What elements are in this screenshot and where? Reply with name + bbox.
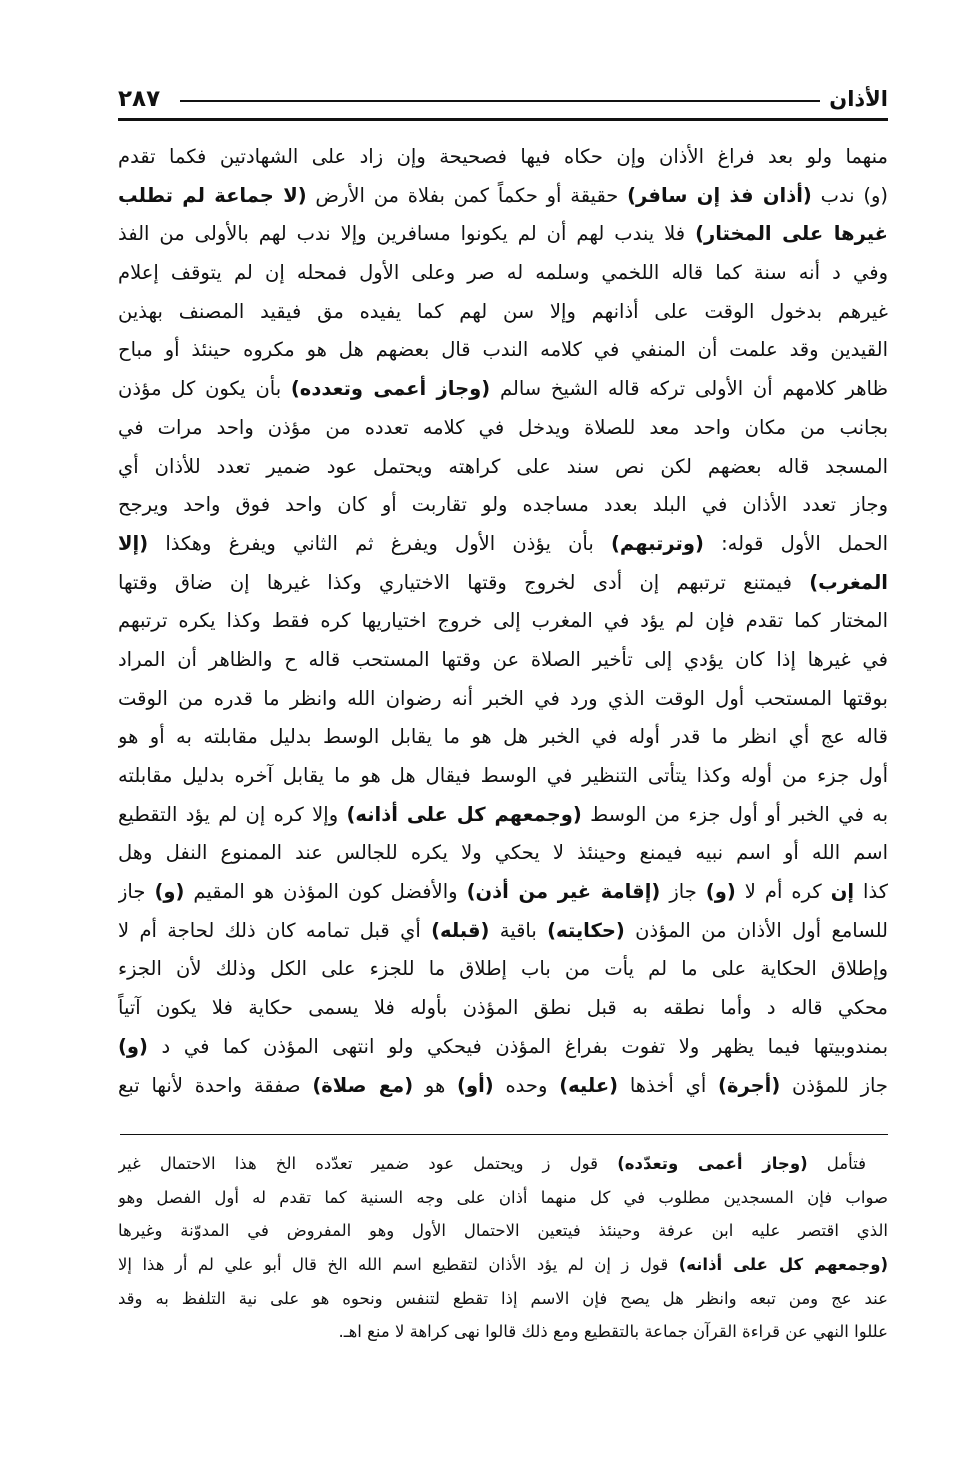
text-segment: وفي د أنه سنة كما قاله اللخمي وسلمه له صر وعلى الأول فمحله إن لم يتوقف إعلام xyxy=(118,261,888,285)
text-segment: للسامع أول الأذان من المؤذن xyxy=(624,918,888,942)
text-segment: بأن يكون كل مؤذن xyxy=(118,377,291,401)
footnote-separator xyxy=(120,1134,888,1135)
main-text-line xyxy=(118,525,888,564)
text-segment: فتأمل xyxy=(807,1154,866,1173)
text-segment: بجانب من مكان واحد معد للصلاة ويدخل في كلامه تعدده من مؤذن واحد مرات في xyxy=(118,415,888,439)
text-segment: باقية xyxy=(489,918,548,942)
main-text-line xyxy=(118,177,888,216)
footnote-line xyxy=(118,1181,888,1215)
text-segment: فيمتنع ترتبهم إن أدى لخروج وقتها الاختياري وكذا غيرها إن ضاق وقتها xyxy=(118,570,810,594)
text-segment: أول جزء من أوله وكذا يتأتى التنظير في الوسط فيقال هل هو ما يقابل آخره بدليل مقابلته xyxy=(118,764,888,787)
bold-text-segment: (أجرة) xyxy=(718,1073,781,1097)
main-text-line xyxy=(118,448,888,487)
bold-text-segment: المغرب) xyxy=(809,570,888,594)
main-text-line xyxy=(118,331,888,370)
bold-text-segment: (وجاز أعمى وتعدده) xyxy=(290,377,491,401)
text-segment: حقيقة أو حكماً كمن بفلاة من الأرض xyxy=(306,183,628,207)
text-segment: عللوا النهي عن قراءة القرآن جماعة بالتقطيع ومع ذلك قالوا نهى كراهة لا منع اهـ. xyxy=(338,1322,888,1342)
text-segment: صفقة واحدة لأنها تبع xyxy=(118,1073,313,1097)
bold-text-segment: (أو) xyxy=(457,1073,494,1097)
text-segment: المختار كما تقدم فإن لم يؤد في المغرب إلى خروج اختياريها كره فقط وكذا يكره ترتبهم xyxy=(118,609,888,633)
bold-text-segment: (إلا xyxy=(118,531,149,555)
main-text-line xyxy=(118,757,888,796)
main-text-line xyxy=(118,138,888,177)
main-text-line xyxy=(118,254,888,293)
bold-text-segment: (مع صلاة) xyxy=(312,1073,414,1097)
text-segment: قاله عج أي انظر ما قدر أوله في الخبر هل هو ما يقابل الوسط بدليل مقابلته به أو هو xyxy=(118,725,888,749)
main-text-line xyxy=(118,912,888,951)
bold-text-segment: (وترتبهم) xyxy=(611,531,704,555)
main-text-line xyxy=(118,873,888,912)
bold-text-segment: (قبله) xyxy=(431,918,490,942)
text-segment: (و) ندب xyxy=(811,183,888,207)
text-segment: الذي اقتصر عليه ابن عرفة وحينئذ فيتعين الاحتمال الأول وهو المفروض في المدوّنة وغيرها xyxy=(118,1221,888,1241)
text-segment: وإلا كره إن لم يؤد التقطيع xyxy=(118,802,347,826)
main-text-line xyxy=(118,564,888,603)
main-text-line xyxy=(118,409,888,448)
main-text-line xyxy=(118,215,888,254)
text-segment: وجاز تعدد الأذان في البلد بعدد مساجده ولو تقاربت أو كان واحد فوق واحد ويرجح xyxy=(118,493,888,517)
running-header-title: الأذان xyxy=(829,87,888,111)
text-segment: والأفضل كون المؤذن هو المقيم xyxy=(184,880,467,904)
main-text-line xyxy=(118,718,888,757)
bold-text-segment: (وجمعهم كل على أذانه) xyxy=(678,1255,888,1275)
bold-text-segment: (لا جماعة لم تطلب xyxy=(118,183,307,207)
bold-text-segment: (إقامة غير من أذن) xyxy=(466,880,661,904)
text-segment: صواب فإن المسجدين مطلوب في كل منهما أذان على وجه السنية كما تقدم له أول الفصل وهو xyxy=(118,1187,888,1207)
text-segment: عند عج ومن تبعه وانظر هل يصح فإن الاسم إذا تقطع لتنفس ونحوه هو على نية التلفظ به وقد xyxy=(118,1288,888,1308)
text-segment: قول ز إن لم يؤد الأذان لتقطيع اسم الله الخ قال أبو علي لم أر هذا إلا xyxy=(118,1255,679,1275)
bold-text-segment: (أذان فذ إن سافر) xyxy=(627,183,812,207)
text-segment: جاز للمؤذن xyxy=(780,1073,888,1097)
text-segment: وحده xyxy=(493,1073,560,1097)
text-segment: بوقتها المستحب أول الوقت الذي ورد في الخبر أنه رضوان الله وانظر ما قدره من الوقت xyxy=(118,686,888,710)
text-segment: القيدين وقد علمت أن المنفي في كلامه الندب قال بعضهم هل هو مكروه حينئذ أو مباح xyxy=(118,338,888,362)
text-segment: قول ز ويحتمل عود ضمير تعدّده الخ هذا الاحتمال غير xyxy=(118,1154,618,1173)
bold-text-segment: إن xyxy=(830,880,855,904)
text-segment: كره أم لا xyxy=(735,880,831,904)
text-segment: كذا xyxy=(854,880,888,904)
text-segment: ظاهر كلامهم أن الأولى تركه قاله الشيخ سالم xyxy=(490,377,888,401)
main-text-line xyxy=(118,796,888,835)
main-text-body xyxy=(118,138,888,1105)
main-text-line xyxy=(118,834,888,873)
book-page xyxy=(118,0,888,1478)
main-text-line xyxy=(118,293,888,332)
text-segment: جاز xyxy=(660,880,706,904)
main-text-line xyxy=(118,950,888,989)
main-text-line xyxy=(118,680,888,719)
bold-text-segment: (وجاز أعمى وتعدّده) xyxy=(617,1154,808,1173)
footnote-line xyxy=(118,1147,888,1181)
header-divider-line xyxy=(180,100,820,102)
text-segment: بمندوبيتها فيما يظهر ولا تفوت بفراغ المؤذن فيحكي ولو انتهى المؤذن كما في د xyxy=(147,1034,888,1058)
main-text-line xyxy=(118,602,888,641)
main-text-line xyxy=(118,641,888,680)
text-segment: هو xyxy=(413,1073,458,1097)
text-segment: في غيرها إذا كان يؤدي إلى تأخير الصلاة عن وقتها المستحب قاله ح والظاهر أن المراد xyxy=(118,647,888,671)
footnote-line xyxy=(118,1214,888,1248)
main-text-line xyxy=(118,1028,888,1067)
text-segment: منهما ولو بعد فراغ الأذان وإن حكاه فيها فصحيحة وإن زاد على الشهادتين فكما تقدم xyxy=(118,145,888,168)
text-segment: وإطلاق الحكاية على ما لم يأت من باب إطلاق ما للجزء على الكل وذلك لأن الجزء xyxy=(118,957,888,981)
text-segment: محكي قاله د وأما نطقه به قبل نطق المؤذن بأوله فلا يسمى حكاية فلا يكون آتياً xyxy=(118,996,888,1020)
text-segment: جاز xyxy=(118,880,155,904)
footnotes-body xyxy=(118,1147,888,1349)
running-header xyxy=(118,84,888,122)
header-rule xyxy=(118,118,888,121)
text-segment: الحمل الأول قوله: xyxy=(703,531,888,555)
bold-text-segment: (وجمعهم كل على أذانه) xyxy=(346,802,582,826)
footnote-line xyxy=(118,1282,888,1316)
footnote-line xyxy=(118,1248,888,1282)
bold-text-segment: (عليه) xyxy=(559,1073,619,1097)
bold-text-segment: (و) xyxy=(118,1034,148,1058)
bold-text-segment: غيرها على المختار) xyxy=(695,222,888,246)
bold-text-segment: (و) xyxy=(705,880,736,904)
bold-text-segment: (و) xyxy=(154,880,185,904)
text-segment: أي أخذها xyxy=(618,1073,719,1097)
text-segment: المسجد قاله بعضهم لكن نص سند على كراهته ويحتمل عود ضمير تعدد للأذان أي xyxy=(118,454,888,478)
main-text-line xyxy=(118,989,888,1028)
main-text-line xyxy=(118,486,888,525)
bold-text-segment: (حكايته) xyxy=(547,918,625,942)
page-number: ٢٨٧ xyxy=(118,86,161,112)
text-segment: به في الخبر أو أول جزء من الوسط xyxy=(581,802,888,826)
footnote-line xyxy=(118,1315,888,1349)
text-segment: أي قبل تمامه كان ذلك لحاجة أم لا xyxy=(118,918,432,942)
text-segment: بأن يؤذن الأول ويفرغ ثم الثاني ويفرغ وهكذا xyxy=(148,531,612,555)
text-segment: فلا يندب لهم أن لم يكونوا مسافرين وإلا ندب لهم بالأولى من الفذ xyxy=(118,222,696,246)
main-text-line xyxy=(118,370,888,409)
main-text-line xyxy=(118,1067,888,1106)
text-segment: غيرهم بدخول الوقت على أذانهم وإلا سن لهم كما يفيده مق فيقيد المصنف بهذين xyxy=(118,299,888,323)
text-segment: اسم الله أو اسم نبيه فيمنع وحينئذ لا يحكي ولا يكره للجالس عند الممنوع النفل وهل xyxy=(118,841,888,865)
